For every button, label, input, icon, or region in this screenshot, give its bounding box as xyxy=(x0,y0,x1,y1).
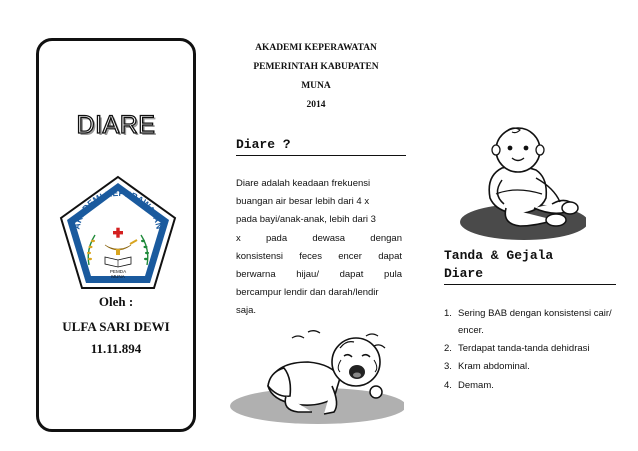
logo-arc-text: AKADEMI KEPERAWATAN xyxy=(71,187,165,231)
list-item-text: Sering BAB dengan konsistensi cair/ encer. xyxy=(458,308,612,336)
cover-title: DIARE xyxy=(76,111,156,139)
list-item-number: 3. xyxy=(444,361,452,373)
institution-line-1: AKADEMI KEPERAWATAN xyxy=(255,43,377,53)
signs-list xyxy=(444,306,620,396)
diare-heading: Diare ? xyxy=(236,137,406,156)
signs-heading xyxy=(444,247,616,285)
signs-heading-line-1: Tanda & Gejala xyxy=(444,248,554,263)
institution-line-4: 2014 xyxy=(306,100,326,110)
list-item xyxy=(444,306,620,340)
list-item-number: 4. xyxy=(444,379,452,391)
list-item-number: 1. xyxy=(444,308,452,319)
cover-panel xyxy=(36,38,196,432)
list-item-number: 2. xyxy=(444,343,452,355)
crying-baby-icon xyxy=(228,326,404,426)
diare-text-line: buangan air besar lebih dari 4 x xyxy=(236,196,370,208)
cover-student-id: 11.11.894 xyxy=(90,341,142,356)
diare-text-line: Diare adalah keadaan frekuensi xyxy=(236,178,371,189)
cover-author: ULFA SARI DEWI xyxy=(62,319,170,334)
list-item-text: Kram abdominal. xyxy=(458,361,530,373)
diare-text-line: saja. xyxy=(236,305,257,317)
academy-logo xyxy=(53,169,183,299)
cover-by-label: Oleh : xyxy=(98,294,134,309)
list-item-text: Terdapat tanda-tanda dehidrasi xyxy=(458,343,590,355)
logo-pemda-text: PEMDA xyxy=(109,269,127,274)
list-item xyxy=(444,359,620,376)
diare-text-line: x pada dewasa dengan xyxy=(236,232,402,244)
institution-line-2: PEMERINTAH KABUPATEN xyxy=(253,62,379,72)
diare-text-line: pada bayi/anak-anak, lebih dari 3 xyxy=(236,214,376,226)
signs-heading-line-2: Diare xyxy=(444,266,484,281)
institution-line-3: MUNA xyxy=(301,81,331,91)
diare-definition xyxy=(236,175,402,321)
diare-text-line: konsistensi feces encer dapat xyxy=(236,250,402,262)
list-item-text: Demam. xyxy=(458,379,494,391)
diare-text-line: berwarna hijau/ dapat pula xyxy=(236,269,402,281)
diare-text-line: bercampur lendir dan darah/lendir xyxy=(236,287,379,299)
sitting-baby-icon xyxy=(456,124,586,242)
logo-muna-text: MUNA xyxy=(111,274,125,279)
list-item xyxy=(444,378,620,395)
list-item xyxy=(444,341,620,358)
